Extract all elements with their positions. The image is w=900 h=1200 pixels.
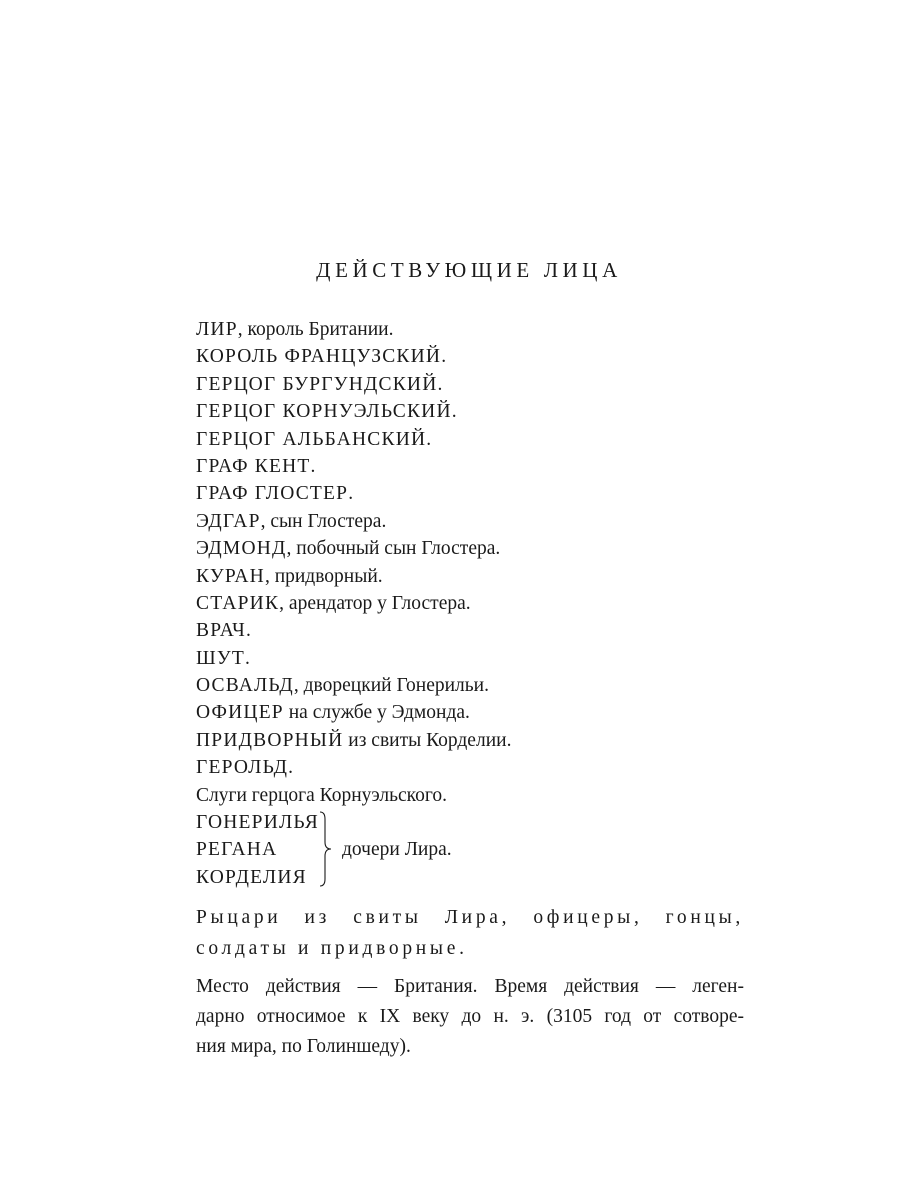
extras-line: солдаты и придворные. <box>196 938 468 959</box>
character-description: . <box>288 757 293 779</box>
character-name: КУРАН <box>196 565 265 587</box>
setting-line: ния мира, по Голиншеду). <box>196 1036 411 1057</box>
setting-line: Место действия — Британия. Время действия — леген- <box>196 976 744 997</box>
daughters-group <box>196 809 756 891</box>
curly-brace <box>318 811 334 887</box>
character-name: ГОНЕРИЛЬЯ <box>196 812 319 834</box>
daughters-names <box>196 809 319 891</box>
cast-entry <box>196 782 756 809</box>
character-description: , арендатор у Глостера. <box>279 592 471 614</box>
cast-entry <box>196 617 756 644</box>
character-name: ЭДГАР <box>196 510 261 532</box>
character-description: . <box>451 401 457 423</box>
cast-entry <box>196 563 756 590</box>
character-name: ОФИЦЕР <box>196 702 284 724</box>
cast-entry <box>196 754 756 781</box>
cast-entry <box>196 343 756 370</box>
character-description: . <box>310 455 316 477</box>
character-name: ПРИДВОРНЫЙ <box>196 729 344 751</box>
setting-paragraph <box>196 972 744 1062</box>
cast-entry <box>196 508 756 535</box>
character-name: СТАРИК <box>196 592 280 614</box>
character-name: ГРАФ ГЛОСТЕР <box>196 483 349 505</box>
cast-entry <box>196 727 756 754</box>
cast-entry <box>196 453 756 480</box>
character-name: КОРДЕЛИЯ <box>196 866 307 888</box>
character-name: КОРОЛЬ ФРАНЦУЗСКИЙ <box>196 346 442 368</box>
setting-line: дарно относимое к IX веку до н. э. (3105 год от сотворе- <box>196 1006 744 1027</box>
character-name: ГЕРЦОГ АЛЬБАНСКИЙ <box>196 428 427 450</box>
character-description: . <box>441 346 447 368</box>
cast-entry <box>196 426 756 453</box>
character-description: . <box>426 428 432 450</box>
character-name: ГЕРОЛЬД <box>196 757 289 779</box>
character-description: , сын Глостера. <box>260 510 387 532</box>
extras-paragraph <box>196 902 744 964</box>
character-name: ОСВАЛЬД <box>196 675 294 697</box>
cast-entry <box>196 645 756 672</box>
cast-entry <box>196 398 756 425</box>
cast-entry <box>196 699 756 726</box>
character-description: . <box>245 647 250 669</box>
cast-entry <box>196 316 756 343</box>
cast-entry <box>196 535 756 562</box>
character-description: , придворный. <box>264 565 383 587</box>
character-description: из свиты Корделии. <box>343 729 512 751</box>
character-name: ЛИР <box>196 319 238 340</box>
character-description: . <box>348 483 354 505</box>
character-description: , побочный сын Глостера. <box>286 538 501 560</box>
cast-entry <box>196 480 756 507</box>
character-name: РЕГАНА <box>196 839 278 861</box>
character-description: Слуги герцога Корнуэльского. <box>196 784 448 806</box>
character-name: ШУТ <box>196 647 245 669</box>
character-name: ГЕРЦОГ БУРГУНДСКИЙ <box>196 373 438 395</box>
daughters-description: дочери Лира. <box>342 839 452 861</box>
character-name: ГЕРЦОГ КОРНУЭЛЬСКИЙ <box>196 401 452 423</box>
character-description: , дворецкий Гонерильи. <box>293 675 489 697</box>
cast-entry <box>196 371 756 398</box>
cast-entry <box>196 590 756 617</box>
cast-list <box>196 316 756 891</box>
page-title: ДЕЙСТВУЮЩИЕ ЛИЦА <box>316 258 622 282</box>
extras-line: Рыцари из свиты Лира, офицеры, гонцы, <box>196 907 744 928</box>
character-description: , король Британии. <box>237 319 394 340</box>
character-description: . <box>437 373 443 395</box>
character-name: ГРАФ КЕНТ <box>196 455 311 477</box>
character-description: на службе у Эдмонда. <box>283 702 470 724</box>
cast-entry <box>196 672 756 699</box>
character-description: . <box>245 620 251 642</box>
character-name: ЭДМОНД <box>196 538 287 560</box>
character-name: ВРАЧ <box>196 620 246 642</box>
